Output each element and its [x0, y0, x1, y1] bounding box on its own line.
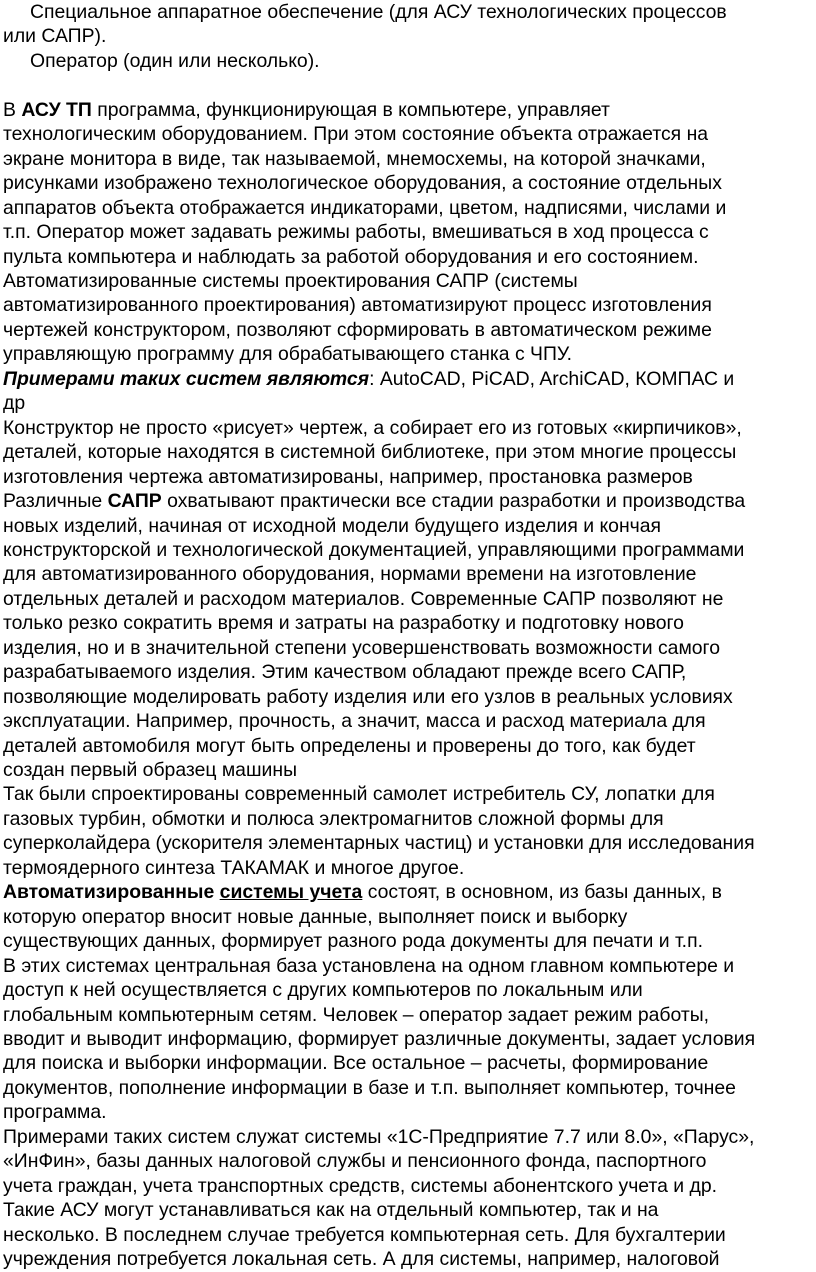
text-line: рисунками изображено технологическое оборудования, а состояние отдельных [3, 172, 722, 195]
text-line: эксплуатации. Например, прочность, а значит, масса и расход материала для [3, 710, 706, 733]
text-line: для поиска и выборки информации. Все остальное – расчеты, формирование [3, 1052, 709, 1075]
bold-term-sapr: САПР [107, 490, 162, 513]
text-line: учреждения потребуется локальная сеть. А для системы, например, налоговой [3, 1248, 720, 1271]
text-line: автоматизированного проектирования) автоматизируют процесс изготовления [3, 294, 712, 317]
text-line: Примерами таких систем являются: AutoCAD, PiCAD, ArchiCAD, КОМПАС и [3, 367, 735, 390]
text-line: Автоматизированные системы проектирования САПР (системы [3, 269, 578, 292]
text-line: глобальным компьютерным сетям. Человек – оператор задает режим работы, [3, 1003, 710, 1026]
text-line: управляющую программу для обрабатывающего станка с ЧПУ. [3, 343, 573, 366]
text-line: Оператор (один или несколько). [30, 49, 320, 72]
text-line: Так были спроектированы современный самолет истребитель СУ, лопатки для [3, 783, 715, 806]
bold-term-automated: Автоматизированные [3, 881, 215, 904]
text-line: позволяющие моделировать работу изделия или его узлов в реальных условиях [3, 685, 733, 708]
text-line: В АСУ ТП программа, функционирующая в компьютере, управляет [3, 98, 610, 121]
text-line: т.п. Оператор может задавать режимы работы, вмешиваться в ход процесса с [3, 221, 709, 244]
text-line: Такие АСУ могут устанавливаться как на отдельный компьютер, так и на [3, 1199, 659, 1222]
text-line: термоядерного синтеза ТАКАМАК и многое другое. [3, 856, 465, 879]
text-line: В этих системах центральная база установлена на одном главном компьютере и [3, 954, 735, 977]
text-line: «ИнФин», базы данных налоговой службы и пенсионного фонда, паспортного [3, 1150, 707, 1173]
text-line: деталей автомобиля могут быть определены и проверены до того, как будет [3, 734, 696, 757]
text-line: существующих данных, формирует разного рода документы для печати и т.п. [3, 930, 703, 953]
text-line: только резко сократить время и затраты на разработку и подготовку нового [3, 612, 684, 635]
text-line: изготовления чертежа автоматизированы, например, простановка размеров [3, 465, 693, 488]
text-line: которую оператор вносит новые данные, выполняет поиск и выборку [3, 905, 628, 928]
text-line: экране монитора в виде, так называемой, мнемосхемы, на которой значками, [3, 147, 706, 170]
paragraph-gap [3, 73, 816, 97]
text-line: изделия, но и в значительной степени усовершенствовать возможности самого [3, 636, 720, 659]
text-line: Примерами таких систем служат системы «1С-Предприятие 7.7 или 8.0», «Парус», [3, 1125, 755, 1148]
text-line: документов, пополнение информации в базе и т.п. выполняет компьютер, точнее [3, 1076, 736, 1099]
text-line: несколько. В последнем случае требуется компьютерная сеть. Для бухгалтерии [3, 1223, 726, 1246]
text-line: вводит и выводит информацию, формирует различные документы, задает условия [3, 1028, 756, 1051]
text-line: Автоматизированные системы учета состоят, в основном, из базы данных, в [3, 881, 722, 904]
text-line: Конструктор не просто «рисует» чертеж, а собирает его из готовых «кирпичиков», [3, 416, 742, 439]
text-line: создан первый образец машины [3, 759, 298, 782]
text-line: отдельных деталей и расходом материалов. Современные САПР позволяют не [3, 587, 724, 610]
text-line: учета граждан, учета транспортных средств, системы абонентского учета и др. [3, 1174, 717, 1197]
text-line: для автоматизированного оборудования, нормами времени на изготовление [3, 563, 697, 586]
text-line: чертежей конструктором, позволяют сформировать в автоматическом режиме [3, 318, 712, 341]
text-line: пульта компьютера и наблюдать за работой оборудования и его состоянием. [3, 245, 699, 268]
text-line: новых изделий, начиная от исходной модели будущего изделия и кончая [3, 514, 662, 537]
text-line: Различные САПР охватывают практически все стадии разработки и производства [3, 490, 746, 513]
text-line: или САПР). [3, 25, 107, 48]
text-line: Специальное аппаратное обеспечение (для АСУ технологических процессов [30, 1, 727, 23]
text-line: разрабатываемого изделия. Этим качеством обладают прежде всего САПР, [3, 661, 687, 684]
bold-term-asu-tp: АСУ ТП [21, 98, 92, 121]
text-line: технологическим оборудованием. При этом состояние объекта отражается на [3, 123, 709, 146]
text-line: программа. [3, 1101, 107, 1124]
bold-underlined-term-accounting-systems: системы учета [219, 881, 363, 904]
text-line: аппаратов объекта отображается индикаторами, цветом, надписями, числами и [3, 196, 727, 219]
text-line: доступ к ней осуществляется с других компьютеров по локальным или [3, 979, 643, 1002]
text-line: суперколайдера (ускорителя элементарных частиц) и установки для исследования [3, 832, 755, 855]
text-line: деталей, которые находятся в системной библиотеке, при этом многие процессы [3, 441, 737, 464]
text-line: газовых турбин, обмотки и полюса электромагнитов сложной формы для [3, 807, 664, 830]
bold-italic-lead: Примерами таких систем являются [3, 367, 370, 390]
text-line: конструкторской и технологической документацией, управляющими программами [3, 538, 745, 561]
text-line: др [3, 392, 26, 415]
